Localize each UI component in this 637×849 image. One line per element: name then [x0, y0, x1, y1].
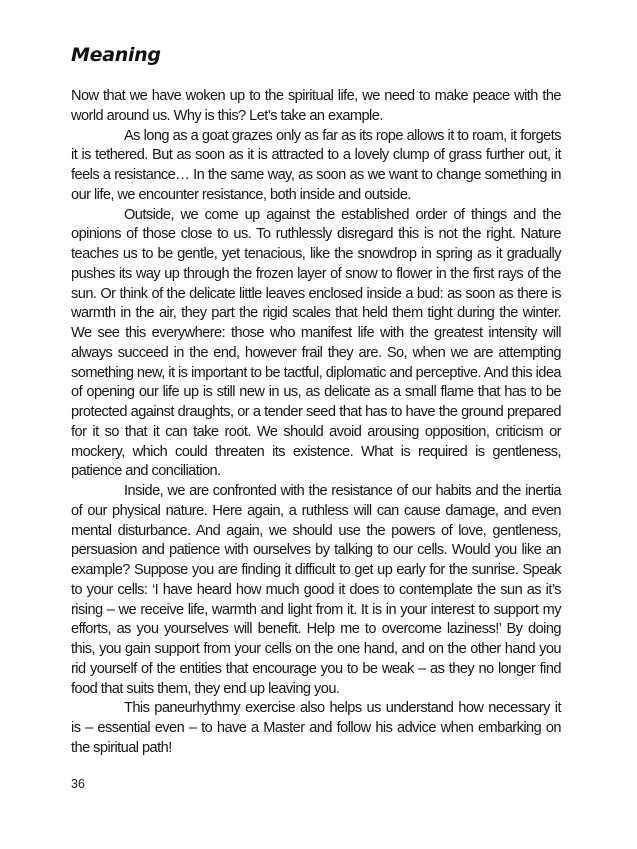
paragraph: Outside, we come up against the established order of things and the opinions of those close to us. To ruthlessly disregard this is not the right. Nature teaches us to be gentle, yet tenacious, like the snowdrop in spring as it gradually pushes its way up through the frozen layer of snow to flower in the first rays of the sun. Or think of the delicate little leaves enclosed inside a bud: as soon as there is warmth in the air, they part the rigid scales that held them tight during the winter. We see this everywhere: those who manifest life with the greatest intensity will always succeed in the end, however frail they are. So, when we are attempting something new, it is important to be tactful, diplomatic and perceptive. And this idea of opening our life up is still new in us, as delicate as a small flame that has to be protected against draughts, or a tender seed that has to have the ground prepared for it so that it can take root. We should avoid arousing opposition, criticism or mockery, which could threaten its existence. What is required is gentleness, patience and conciliation. — [71, 206, 561, 480]
section-heading: Meaning — [71, 44, 161, 66]
paragraph: As long as a goat grazes only as far as its rope allows it to roam, it forgets it is tethered. But as soon as it is attracted to a lovely clump of grass further out, it feels a resistance… In the same way, as soon as we want to change something in our life, we encounter resistance, both inside and outside. — [71, 127, 561, 203]
page-number: 36 — [71, 777, 85, 791]
body-text — [71, 87, 561, 759]
paragraph: Inside, we are confronted with the resistance of our habits and the inertia of our physical nature. Here again, a ruthless will can cause damage, and even mental disturbance. And again, we should use the powers of love, gentleness, persuasion and patience with ourselves by talking to our cells. Would you like an example? Suppose you are finding it difficult to get up early for the sunrise. Speak to your cells: ‘I have heard how much good it does to contemplate the sun as it’s rising – we receive life, warmth and light from it. It is in your interest to support my efforts, as you yourselves will benefit. Help me to overcome laziness!’ By doing this, you gain support from your cells on the one hand, and on the other hand you rid yourself of the entities that encourage you to be weak – as they no longer find food that suits them, they end up leaving you. — [71, 483, 561, 697]
paragraph: Now that we have woken up to the spiritual life, we need to make peace with the world around us. Why is this? Let’s take an example. — [71, 88, 561, 124]
paragraph: This paneurhythmy exercise also helps us understand how necessary it is – essential even – to have a Master and follow his advice when embarking on the spiritual path! — [71, 700, 561, 756]
